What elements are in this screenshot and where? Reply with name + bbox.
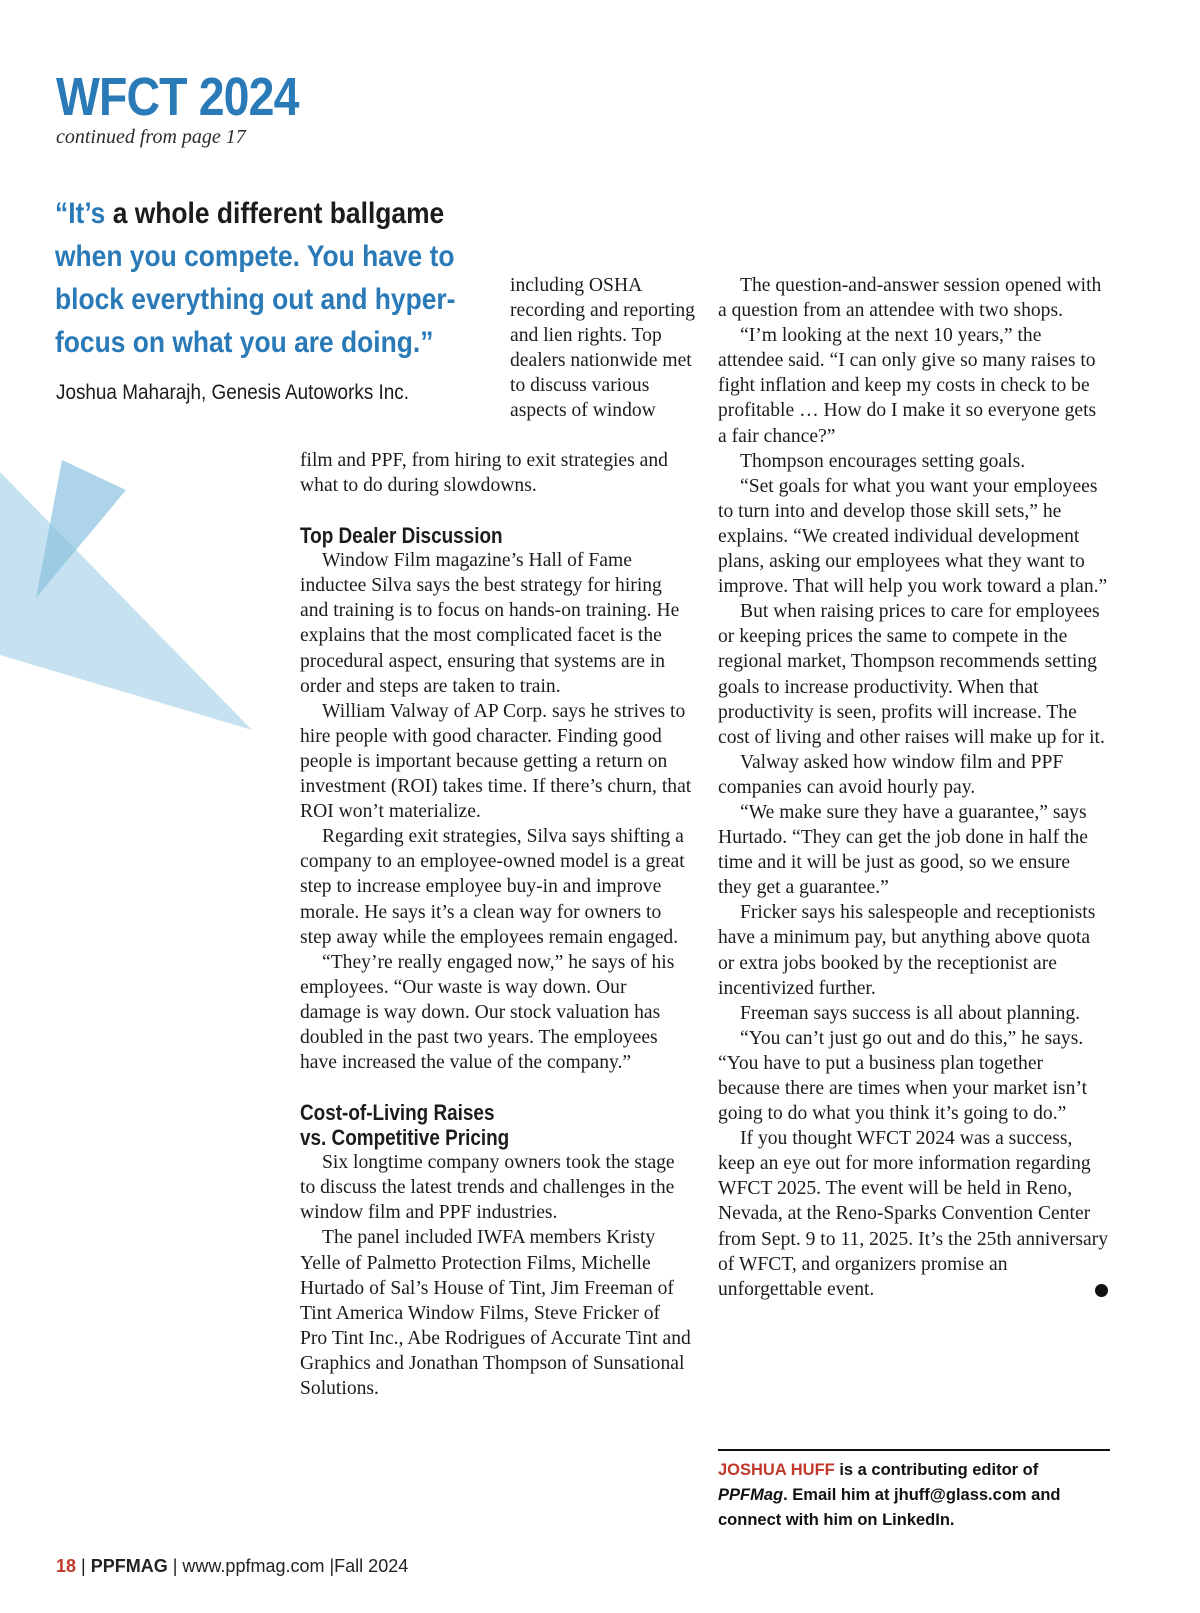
article-paragraph: “We make sure they have a guarantee,” says Hurtado. “They can get the job done in half the time and it will be just as good, so we ensure they get a guarantee.” [718, 801, 1088, 899]
article-paragraph: Freeman says success is all about planning. [740, 1002, 1081, 1024]
closing-text: If you thought WFCT 2024 was a success, keep an eye out for more information regarding WFCT 2025. The event will be held in Reno, Nevada, at the Reno-Sparks Convention Center from Sept. 9 to 11, 2025. It’s the 25th anniversary of WFCT, and organizers promise an unforgettable event. [718, 1128, 1108, 1300]
page-footer [56, 1556, 408, 1577]
author-bio [718, 1458, 1110, 1533]
article-paragraph: The question-and-answer session opened with a question from an attendee with two shops. [718, 275, 1102, 322]
article-paragraph: Fricker says his salespeople and receptionists have a minimum pay, but anything above quota or extra jobs booked by the receptionist are incentivized further. [718, 902, 1096, 999]
footer-separator: | [76, 1556, 91, 1576]
article-paragraph: Six longtime company owners took the stage to discuss the latest trends and challenges in the window film and PPF industries. [300, 1152, 675, 1224]
pull-quote-rest: when you compete. You have to block everything out and hyper-focus on what you are doing.” [55, 240, 456, 359]
article-paragraph: film and PPF, from hiring to exit strategies and what to do during slowdowns. [300, 450, 668, 497]
article-paragraph: But when raising prices to care for employees or keeping prices the same to compete in the regional market, Thompson recommends setting goals to increase productivity. When that productivity is seen, profits will increase. The cost of living and other raises will make up for it. [718, 601, 1105, 748]
pull-quote-attribution: Joshua Maharajh, Genesis Autoworks Inc. [56, 381, 409, 404]
footer-website: www.ppfmag.com [182, 1556, 325, 1576]
article-paragraph: “I’m looking at the next 10 years,” the attendee said. “I can only give so many raises to fight inflation and keep my costs in check to be profitable … How do I make it so everyone gets a fair chance?” [718, 325, 1097, 447]
bio-text: . Email him at jhuff@glass.com and connect with him on LinkedIn. [718, 1486, 1061, 1529]
page-number: 18 [56, 1556, 77, 1576]
bio-text: is a contributing editor of [834, 1461, 1039, 1479]
article-paragraph: William Valway of AP Corp. says he strives to hire people with good character. Finding good people is important because getting a return on investment (ROI) takes time. If there’s churn, that ROI won’t materialize. [300, 700, 692, 823]
article-paragraph: “Set goals for what you want your employees to turn into and develop those skill sets,” he explains. “We created individual development plans, asking our employees what they want to improve. That will help you work toward a plan.” [718, 475, 1108, 598]
author-name: JOSHUA HUFF [718, 1461, 835, 1479]
article-paragraph: “You can’t just go out and do this,” he says. “You have to put a business plan together because there are times when your market isn’t going to do what you think it’s going to do.” [718, 1027, 1088, 1125]
pull-quote-lead: “It’s [55, 197, 106, 230]
footer-issue: Fall 2024 [334, 1556, 409, 1576]
pull-quote [55, 192, 469, 364]
article-paragraph-closing [718, 1126, 1108, 1302]
footer-separator: | [324, 1556, 335, 1576]
article-paragraph: The panel included IWFA members Kristy Yelle of Palmetto Protection Films, Michelle Hurtado of Sal’s House of Tint, Jim Freeman of Tint America Window Films, Steve Fricker of Pro Tint Inc., Abe Rodrigues of Accurate Tint and Graphics and Jonathan Thompson of Sunsational Solutions. [300, 1227, 691, 1399]
decorative-triangles [0, 460, 260, 740]
footer-separator: | [167, 1556, 183, 1576]
bio-divider [718, 1449, 1110, 1451]
article-paragraph: Thompson encourages setting goals. [740, 450, 1026, 472]
article-paragraph: Regarding exit strategies, Silva says shifting a company to an employee-owned model is a great step to increase employee buy-in and improve morale. He says it’s a clean way for owners to step away while the employees remain engaged. [300, 826, 685, 948]
footer-magazine: PPFMAG [90, 1556, 168, 1576]
deco-triangle-large [0, 472, 252, 730]
page-title: WFCT 2024 [56, 67, 299, 127]
article-paragraph: Valway asked how window film and PPF companies can avoid hourly pay. [718, 751, 1064, 798]
article-intro-narrow [510, 273, 695, 424]
section-heading: Top Dealer Discussion [300, 523, 503, 549]
article-column-1 [300, 448, 692, 1401]
section-heading-line: Cost-of-Living Raises [300, 1100, 495, 1126]
pull-quote-emphasis: a whole different ballgame [112, 197, 445, 230]
section-heading [300, 1100, 637, 1150]
section-heading-line: vs. Competitive Pricing [300, 1125, 510, 1151]
article-paragraph: Window Film magazine’s Hall of Fame inductee Silva says the best strategy for hiring and training is to focus on hands-on training. He explains that the most complicated facet is the procedural aspect, ensuring that systems are in order and steps are taken to train. [300, 550, 680, 697]
continued-note: continued from page 17 [56, 126, 246, 148]
article-paragraph: “They’re really engaged now,” he says of his employees. “Our waste is way down. Our damage is way down. Our stock valuation has doubled in the past two years. The employees have increased the value of the company.” [300, 951, 675, 1074]
bio-magazine: PPFMag [718, 1486, 784, 1504]
article-column-2 [718, 273, 1108, 1302]
article-paragraph: including OSHA recording and reporting and lien rights. Top dealers nationwide met to discuss various aspects of window [510, 275, 695, 422]
end-mark-icon [1095, 1284, 1108, 1297]
